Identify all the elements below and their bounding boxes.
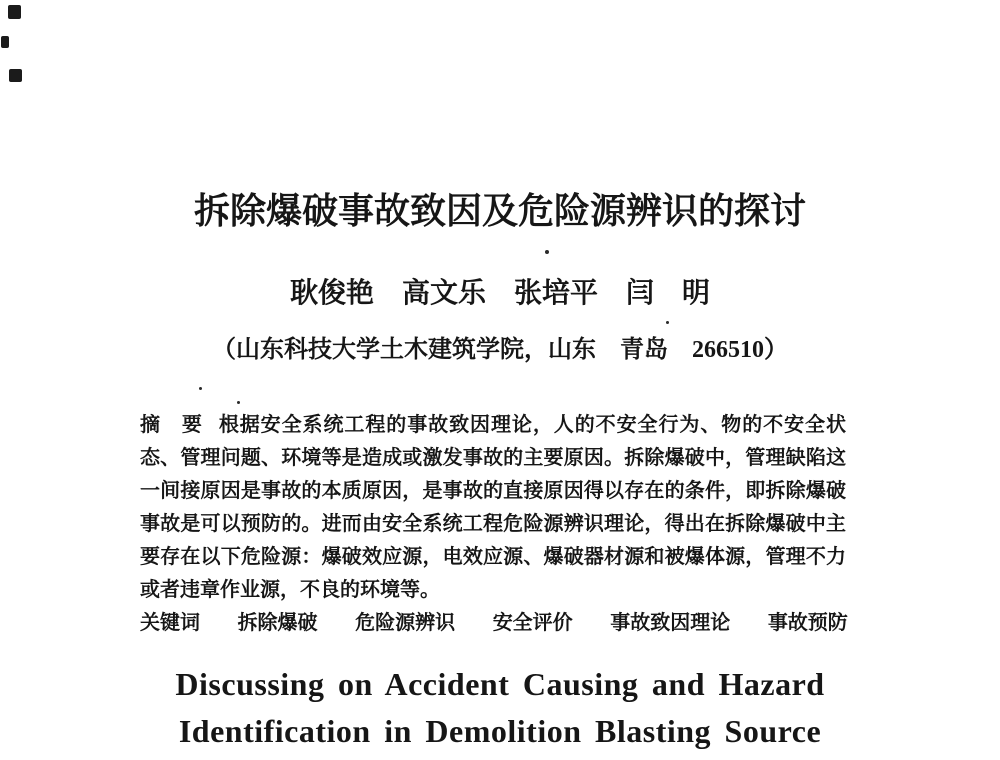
- paper-title-english-line1: Discussing on Accident Causing and Hazard: [175, 666, 825, 702]
- scan-speck: [666, 321, 669, 324]
- abstract-line: 态、管理问题、环境等是造成或激发事故的主要原因。拆除爆破中，管理缺陷这: [140, 447, 846, 469]
- keyword-term: 安全评价: [492, 612, 573, 634]
- keywords-label: 关键词: [140, 612, 200, 634]
- abstract-line: [140, 409, 846, 442]
- abstract-text: 根据安全系统工程的事故致因理论，人的不安全行为、物的不安全状: [218, 414, 846, 436]
- scan-artifact: [1, 36, 9, 48]
- abstract-block: [140, 409, 846, 640]
- keyword-term: 事故预防: [767, 612, 848, 634]
- affiliation-line: （山东科技大学土木建筑学院，山东 青岛 266510）: [212, 337, 788, 363]
- keyword-term: 拆除爆破: [237, 612, 318, 634]
- keyword-term: 事故致因理论: [610, 612, 731, 634]
- scan-speck: [545, 250, 549, 254]
- paper-title-english: [0, 661, 1000, 755]
- abstract-line: 要存在以下危险源：爆破效应源，电效应源、爆破器材源和被爆体源，管理不力: [140, 546, 846, 568]
- author-list: 耿俊艳 高文乐 张培平 闫 明: [289, 278, 710, 309]
- abstract-label: 摘 要: [140, 414, 203, 436]
- scan-artifact: [8, 5, 21, 19]
- scan-speck: [199, 387, 202, 390]
- keyword-term: 危险源辨识: [355, 612, 456, 634]
- abstract-line: 事故是可以预防的。进而由安全系统工程危险源辨识理论，得出在拆除爆破中主: [140, 513, 846, 535]
- scan-artifact: [9, 69, 22, 82]
- abstract-line: 或者违章作业源，不良的环境等。: [140, 579, 440, 601]
- scan-speck: [237, 401, 240, 404]
- keywords-row: [140, 607, 846, 640]
- abstract-line: 一间接原因是事故的本质原因，是事故的直接原因得以存在的条件，即拆除爆破: [140, 480, 846, 502]
- paper-title-chinese: 拆除爆破事故致因及危险源辨识的探讨: [193, 191, 806, 231]
- paper-title-english-line2: Identification in Demolition Blasting Source: [178, 713, 822, 749]
